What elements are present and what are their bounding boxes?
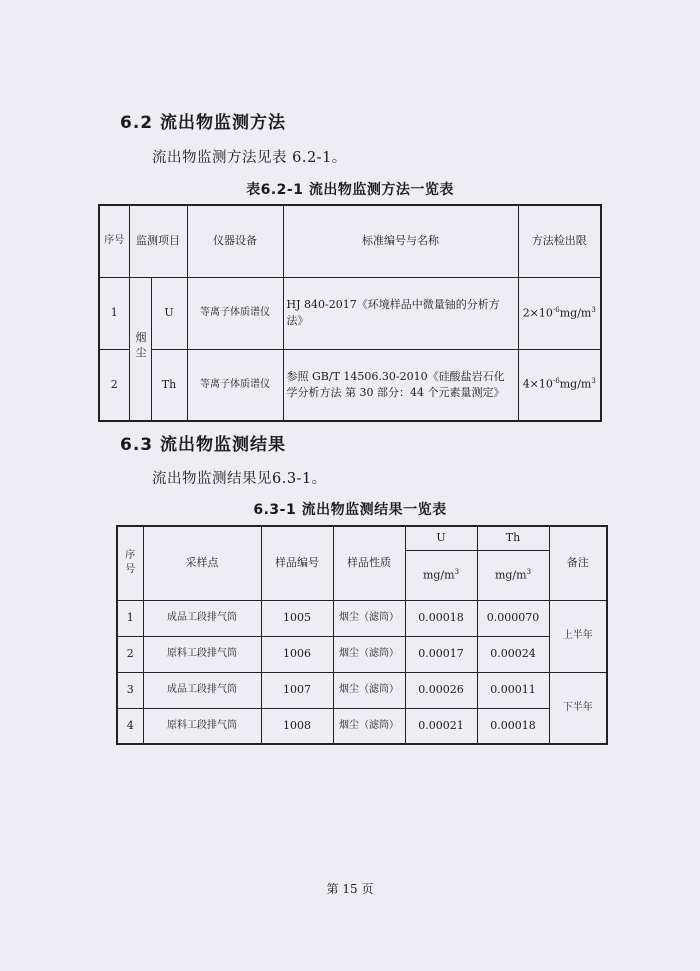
table-row	[117, 708, 607, 744]
row-limit: $2\times 10^{-6}mg/m^3$	[518, 277, 601, 349]
row-sample-type: 烟尘（滤筒）	[333, 600, 405, 636]
table-row	[117, 672, 607, 708]
row-no: 1	[117, 600, 143, 636]
row-sample-id: 1005	[261, 600, 333, 636]
table-header-row	[99, 205, 601, 277]
monitoring-method-table	[98, 204, 602, 422]
table-row	[117, 600, 607, 636]
header-sample-id: 样品编号	[261, 526, 333, 600]
section-6-2-intro: 流出物监测方法见表 6.2-1。	[152, 150, 347, 166]
header-limit: 方法检出限	[518, 205, 601, 277]
row-instrument: 等离子体质谱仪	[187, 277, 283, 349]
monitoring-result-table	[116, 525, 608, 745]
row-u: 0.00018	[405, 600, 477, 636]
table-header-row	[117, 526, 607, 550]
header-site: 采样点	[143, 526, 261, 600]
row-no: 2	[117, 636, 143, 672]
row-instrument: 等离子体质谱仪	[187, 349, 283, 421]
row-limit: $4\times 10^{-6}mg/m^3$	[518, 349, 601, 421]
row-sample-id: 1008	[261, 708, 333, 744]
header-remark: 备注	[549, 526, 607, 600]
table-row	[99, 277, 601, 349]
row-site: 成品工段排气筒	[143, 672, 261, 708]
row-sample-id: 1006	[261, 636, 333, 672]
page-number: 第 15 页	[326, 882, 374, 896]
section-6-3-heading: 6.3 流出物监测结果	[120, 435, 287, 455]
table-6-2-1-caption: 表6.2-1 流出物监测方法一览表	[246, 182, 454, 198]
row-site: 成品工段排气筒	[143, 600, 261, 636]
row-u: 0.00021	[405, 708, 477, 744]
row-no: 2	[99, 349, 129, 421]
row-element: U	[151, 277, 187, 349]
row-sample-type: 烟尘（滤筒）	[333, 708, 405, 744]
row-th: 0.00024	[477, 636, 549, 672]
row-standard: 参照 GB/T 14506.30-2010《硅酸盐岩石化学分析方法 第 30 部分：44 个元素量测定》	[283, 349, 518, 421]
row-remark: 下半年	[549, 672, 607, 744]
category-label: 烟尘	[135, 331, 147, 360]
section-6-3-intro: 流出物监测结果见6.3-1。	[152, 471, 327, 487]
table-6-3-1-caption: 6.3-1 流出物监测结果一览表	[253, 502, 447, 518]
header-u-unit: $mg/m^3$	[405, 550, 477, 600]
section-6-2-heading: 6.2 流出物监测方法	[120, 113, 287, 133]
row-th: 0.00018	[477, 708, 549, 744]
row-sample-type: 烟尘（滤筒）	[333, 636, 405, 672]
row-no: 1	[99, 277, 129, 349]
row-standard: HJ 840-2017《环境样品中微量铀的分析方法》	[283, 277, 518, 349]
header-th-unit: $mg/m^3$	[477, 550, 549, 600]
row-no: 3	[117, 672, 143, 708]
header-item: 监测项目	[129, 205, 187, 277]
header-no: 序号	[99, 205, 129, 277]
row-th: 0.00011	[477, 672, 549, 708]
table-row	[117, 636, 607, 672]
table-row	[99, 349, 601, 421]
row-u: 0.00017	[405, 636, 477, 672]
row-sample-type: 烟尘（滤筒）	[333, 672, 405, 708]
row-sample-id: 1007	[261, 672, 333, 708]
row-th: 0.000070	[477, 600, 549, 636]
row-element: Th	[151, 349, 187, 421]
row-site: 原料工段排气筒	[143, 708, 261, 744]
header-th: Th	[477, 526, 549, 550]
row-u: 0.00026	[405, 672, 477, 708]
header-sample-type: 样品性质	[333, 526, 405, 600]
row-remark: 上半年	[549, 600, 607, 672]
header-instrument: 仪器设备	[187, 205, 283, 277]
header-u: U	[405, 526, 477, 550]
row-no: 4	[117, 708, 143, 744]
header-no: 序号	[117, 526, 143, 600]
header-standard: 标准编号与名称	[283, 205, 518, 277]
row-site: 原料工段排气筒	[143, 636, 261, 672]
